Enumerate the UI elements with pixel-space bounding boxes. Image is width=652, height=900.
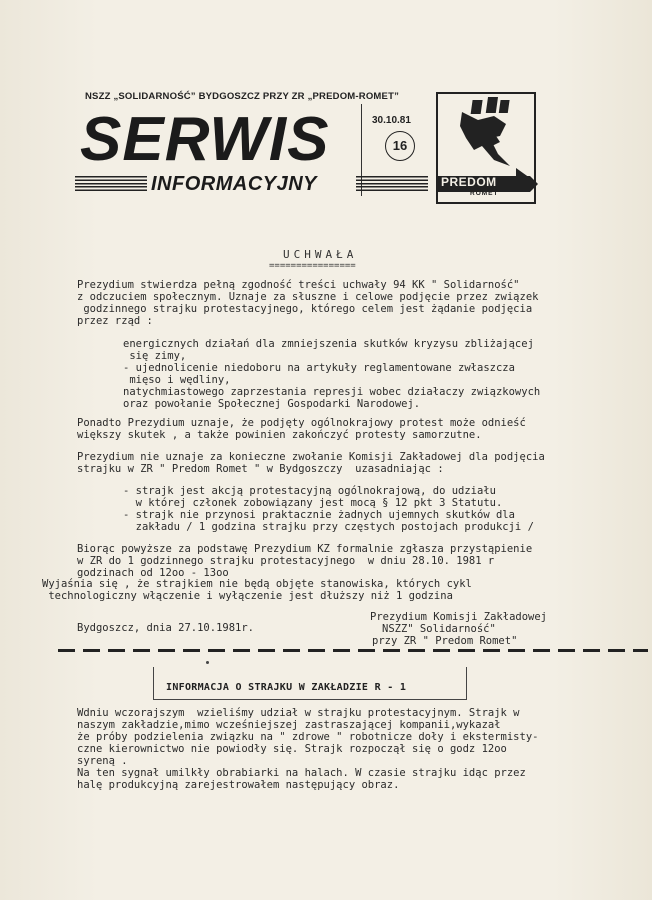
reason-line: - strajk nie przynosi praktacznie żadnych ujemnych skutków dla: [123, 509, 515, 521]
logo-subtext: ROMET: [470, 190, 499, 197]
section-divider: [58, 649, 648, 652]
masthead-title: SERWIS: [80, 105, 330, 174]
resolution-line: Wyjaśnia się , że strajkiem nie będą objęte stanowiska, których cykl: [42, 578, 472, 590]
resolution-line: technologiczny włączenie i wyłączenie jest dłuższy niż 1 godzina: [42, 590, 453, 602]
resolution-line: większy skutek , a także powinien zakończyć protesty samorzutne.: [77, 429, 482, 441]
info-title: INFORMACJA O STRAJKU W ZAKŁADZIE R - 1: [166, 682, 407, 693]
demand-line: mięso i wędliny,: [123, 374, 231, 386]
info-line: Na ten sygnał umilkły obrabiarki na halach. W czasie strajku idąc przez: [77, 767, 526, 779]
issue-number: 16: [385, 131, 415, 161]
demand-line: oraz powołanie Społecznej Gospodarki Narodowej.: [123, 398, 421, 410]
resolution-line: godzinach od 12oo - 13oo: [77, 567, 229, 579]
publisher-line: NSZZ „SOLIDARNOŚĆ” BYDGOSZCZ PRZY ZR „PREDOM-ROMET”: [85, 91, 400, 102]
resolution-line: Prezydium nie uznaje za konieczne zwołanie Komisji Zakładowej dla podjęcia: [77, 451, 545, 463]
decorative-dot: [206, 661, 209, 664]
masthead-stripes-left: [75, 176, 147, 191]
resolution-line: Prezydium stwierdza pełną zgodność treści uchwały 94 KK " Solidarność": [77, 279, 520, 291]
info-line: Wdniu wczorajszym wzieliśmy udział w strajku protestacyjnym. Strajk w: [77, 707, 520, 719]
resolution-line: Biorąc powyższe za podstawę Prezydium KZ formalnie zgłasza przystąpienie: [77, 543, 533, 555]
masthead-subtitle: INFORMACYJNY: [151, 173, 318, 195]
demand-line: - ujednolicenie niedoboru na artykuły reglamentowane zwłaszcza: [123, 362, 515, 374]
resolution-line: przez rząd :: [77, 315, 153, 327]
resolution-line: godzinnego strajku protestacyjnego, którego celem jest żądanie podjęcia: [77, 303, 533, 315]
issue-date: 30.10.81: [372, 115, 411, 126]
resolution-title: UCHWAŁA: [283, 248, 358, 261]
info-line: czne kierownictwo nie powiodły się. Strajk rozpoczął się o godz 12oo: [77, 743, 507, 755]
place-date: Bydgoszcz, dnia 27.10.1981r.: [77, 622, 255, 634]
info-line: syreną .: [77, 755, 128, 767]
signature-line: NSZZ" Solidarność": [382, 623, 496, 635]
signature-line: przy ZR " Predom Romet": [372, 635, 518, 647]
reason-line: zakładu / 1 godzina strajku przy częstych postojach produkcji /: [123, 521, 534, 533]
resolution-line: z odczuciem społecznym. Uznaje za słuszne i celowe podjęcie przez związek: [77, 291, 539, 303]
masthead-stripes-right: [356, 176, 428, 191]
reason-line: - strajk jest akcją protestacyjną ogólnokrajową, do udziału: [123, 485, 496, 497]
reason-line: w której członek zobowiązany jest mocą § 12 pkt 3 Statutu.: [123, 497, 503, 509]
demand-line: energicznych działań dla zmniejszenia skutków kryzysu zbliżającej: [123, 338, 534, 350]
signature-line: Prezydium Komisji Zakładowej: [370, 611, 548, 623]
logo-text: PREDOM: [441, 175, 497, 189]
info-line: że próby podzielenia związku na " zdrowe " robotnicze doły i ekstermisty-: [77, 731, 539, 743]
info-line: halę produkcyjną zarejestrowałem następujący obraz.: [77, 779, 400, 791]
resolution-line: w ZR do 1 godzinnego strajku protestacyjnego w dniu 28.10. 1981 r: [77, 555, 507, 567]
demand-line: natychmiastowego zaprzestania represji wobec działaczy związkowych: [123, 386, 541, 398]
resolution-line: Ponadto Prezydium uznaje, że podjęty ogólnokrajowy protest może odnieść: [77, 417, 526, 429]
demand-line: się zimy,: [123, 350, 187, 362]
info-line: naszym zakładzie,mimo wcześniejszej zastraszającej kompanii,wykazał: [77, 719, 501, 731]
resolution-line: strajku w ZR " Predom Romet " w Bydgoszczy uzasadniając :: [77, 463, 444, 475]
resolution-underline: ================: [269, 261, 356, 271]
